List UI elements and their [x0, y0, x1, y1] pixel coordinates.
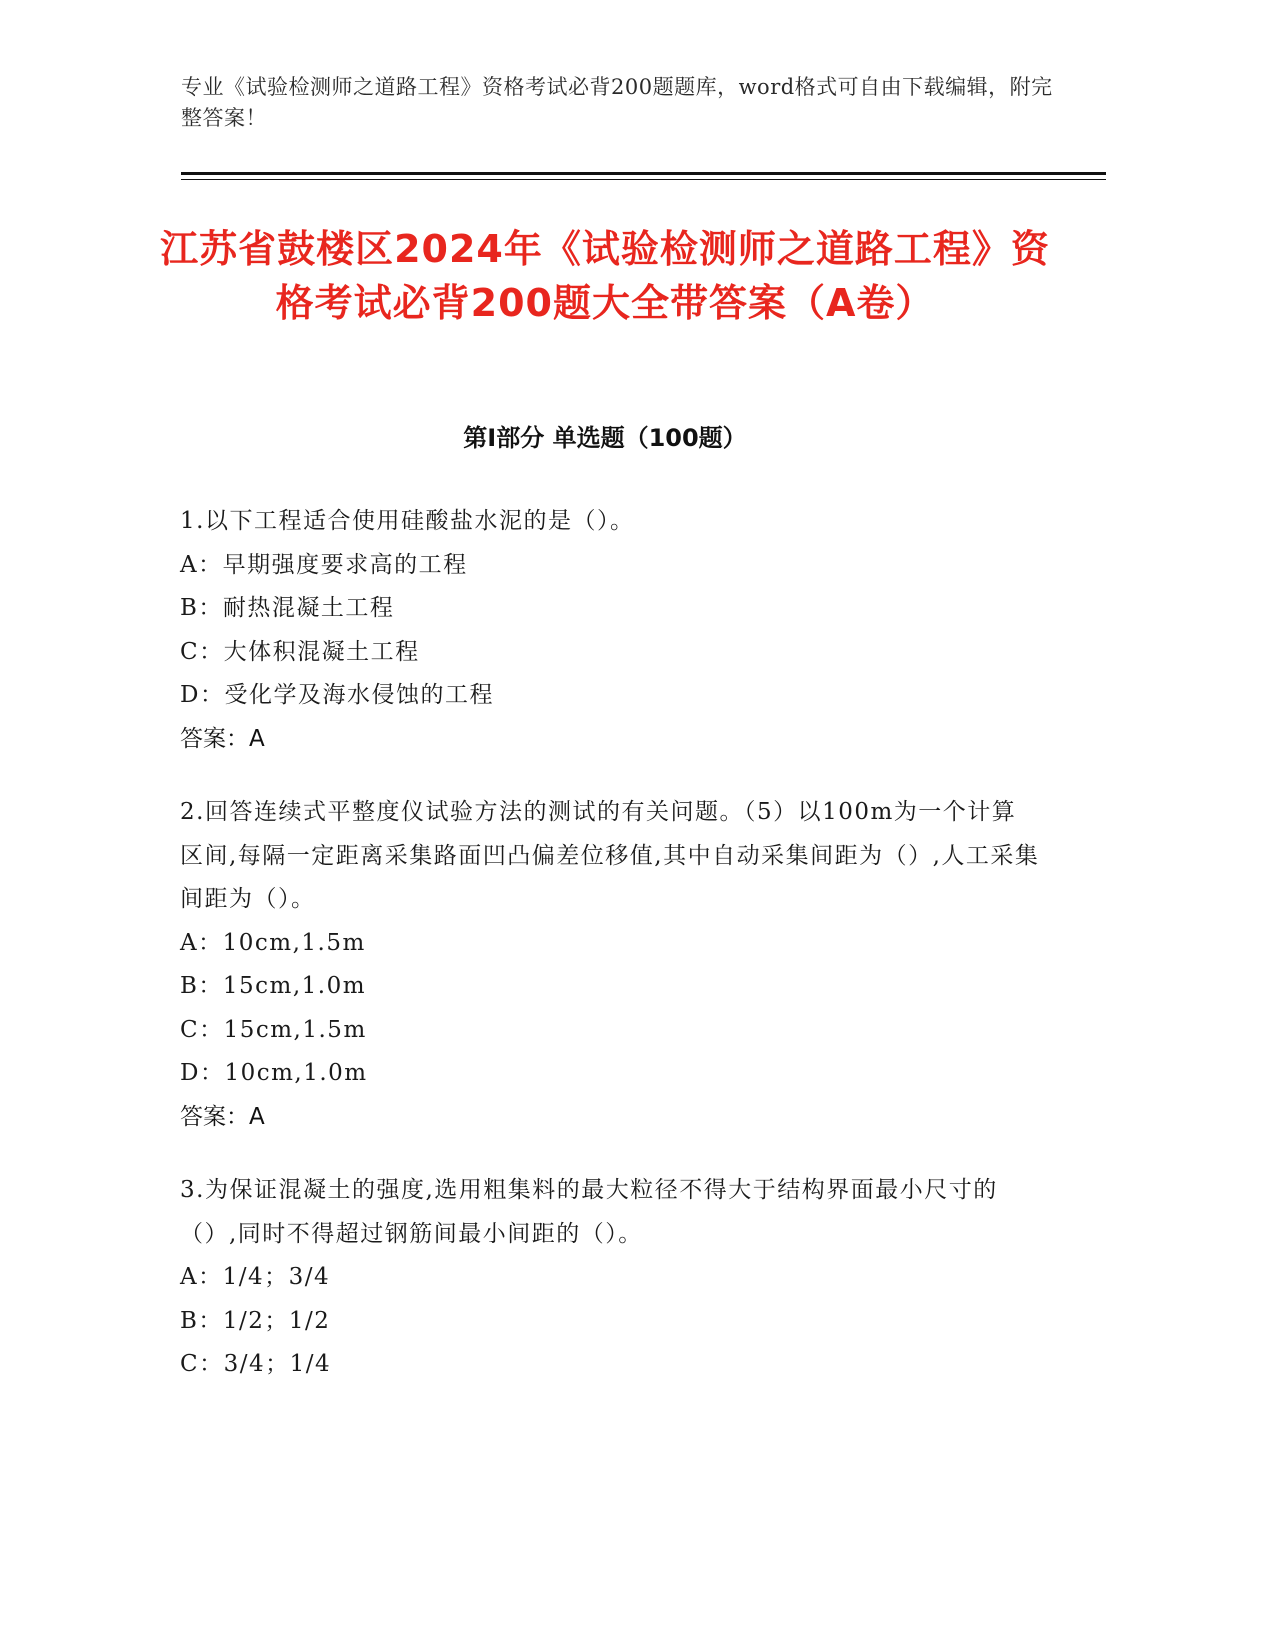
- header-note: 专业《试验检测师之道路工程》资格考试必背200题题库，word格式可自由下载编辑，附完整答案！: [181, 75, 1053, 130]
- option-d: D：10cm,1.0m: [180, 1060, 368, 1086]
- question-2: [180, 791, 1040, 1139]
- question-1: [180, 500, 1040, 761]
- question-stem: 3.为保证混凝土的强度,选用粗集料的最大粒径不得大于结构界面最小尺寸的（）,同时不得超过钢筋间最小间距的（）。: [180, 1177, 998, 1247]
- section-title: 第I部分 单选题（100题）: [463, 424, 747, 452]
- option-a: A：早期强度要求高的工程: [180, 551, 468, 578]
- document-title: 江苏省鼓楼区2024年《试验检测师之道路工程》资格考试必背200题大全带答案（A卷）: [160, 227, 1050, 325]
- question-3: [180, 1169, 1040, 1387]
- option-c: C：3/4；1/4: [180, 1351, 332, 1377]
- question-list: [180, 500, 1040, 1417]
- option-b: B：15cm,1.0m: [180, 973, 367, 999]
- header-rule-thick: [181, 172, 1106, 175]
- option-c: C：大体积混凝土工程: [180, 638, 420, 665]
- option-c: C：15cm,1.5m: [180, 1016, 367, 1043]
- question-stem: 1.以下工程适合使用硅酸盐水泥的是（）。: [180, 508, 635, 534]
- header-rule-thin: [181, 179, 1106, 180]
- option-a: A：1/4；3/4: [180, 1264, 331, 1290]
- option-a: A：10cm,1.5m: [180, 929, 366, 956]
- option-b: B：耐热混凝土工程: [180, 595, 395, 621]
- answer-line: 答案：A: [180, 725, 265, 752]
- option-d: D：受化学及海水侵蚀的工程: [180, 682, 494, 708]
- question-stem: 2.回答连续式平整度仪试验方法的测试的有关问题。（5）以100m为一个计算区间,每隔一定距离采集路面凹凸偏差位移值,其中自动采集间距为（）,人工采集间距为（）。: [180, 799, 1040, 912]
- option-b: B：1/2；1/2: [180, 1307, 331, 1334]
- answer-line: 答案：A: [180, 1103, 265, 1130]
